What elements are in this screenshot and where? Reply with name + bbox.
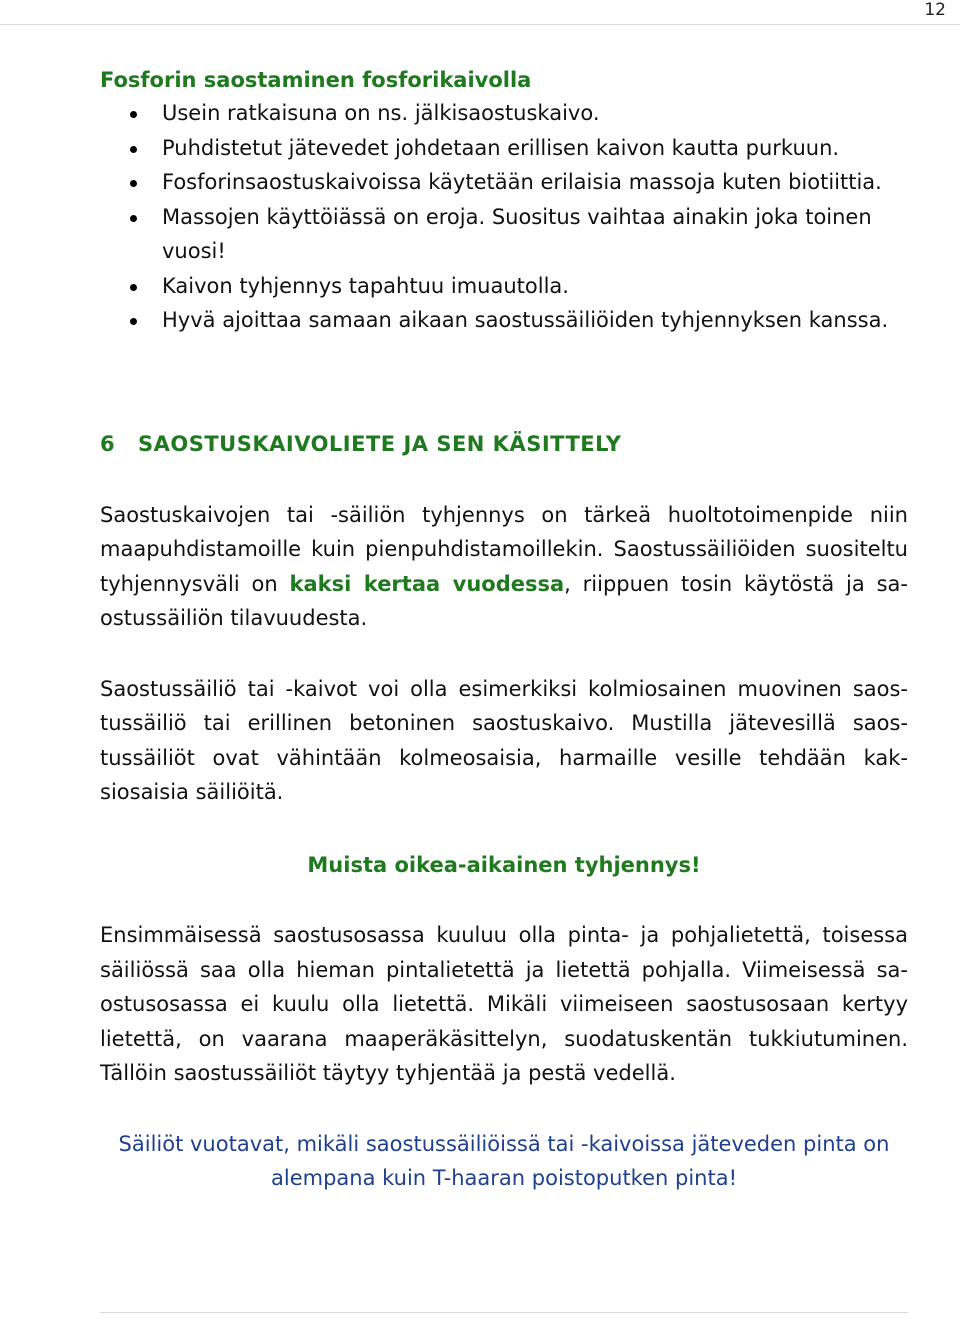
bullet-dot — [130, 111, 137, 118]
emptying-frequency-highlight: kaksi kertaa vuodessa — [289, 571, 565, 596]
paragraph-emptying: Saostuskaivojen tai -säiliön tyhjennys on tärkeä huoltotoimenpide niin maapuhdistamoille kuin pienpuhdistamoillekin. Saostussäiliöiden suositeltu tyhjennysväli on kaksi kertaa vuodessa, riippuen tosin käytöstä ja saostussäiliön tilavuudesta. — [100, 502, 908, 630]
list-item: Massojen käyttöiässä on eroja. Suositus vaihtaa ainakin joka toinen vuosi! — [100, 200, 908, 269]
list-item: Usein ratkaisuna on ns. jälkisaostuskaivo. — [100, 96, 908, 131]
bullet-dot — [130, 146, 137, 153]
chapter-heading — [100, 426, 908, 462]
section-heading: Fosforin saostaminen fosforikaivolla — [100, 68, 532, 92]
callout-reminder: Muista oikea-aikainen tyhjennys! — [307, 852, 701, 877]
warning-note: Säiliöt vuotavat, mikäli saostussäiliöissä tai -kaivoissa jäteveden pinta on alempana kuin T-haaran poistoputken pinta! — [118, 1131, 890, 1190]
page-number: 12 — [924, 0, 946, 20]
list-item: Kaivon tyhjennys tapahtuu imuautolla. — [100, 269, 908, 304]
bullet-dot — [130, 284, 137, 291]
list-item: Hyvä ajoittaa samaan aikaan saostussäiliöiden tyhjennyksen kanssa. — [100, 303, 908, 338]
paragraph-tank-types: Saostussäiliö tai -kaivot voi olla esimerkiksi kolmiosainen muovinen saostussäiliö tai erillinen betoninen saostuskaivo. Mustilla jätevesillä saostussäiliöt ovat vähintään kolmeosaisia, harmaille vesille tehdään kaksiosaisia säiliöitä. — [100, 676, 908, 804]
list-item: Puhdistetut jätevedet johdetaan erillisen kaivon kautta purkuun. — [100, 131, 908, 166]
bullet-list — [100, 96, 908, 338]
chapter-title: SAOSTUSKAIVOLIETE JA SEN KÄSITTELY — [138, 431, 622, 456]
bullet-dot — [130, 215, 137, 222]
paragraph-sludge: Ensimmäisessä saostusosassa kuuluu olla pinta- ja pohjalietettä, toisessa säiliössä saa olla hieman pintalietettä ja lietettä pohjalla. Viimeisessä saostusosassa ei kuulu olla lietettä. Mikäli viimeiseen saostusosaan kertyy lietettä, on vaarana maaperäkäsittelyn, suodatuskentän tukkiutuminen. Tällöin saostussäiliöt täytyy tyhjentää ja pestä vedellä. — [100, 923, 908, 1085]
bullet-dot — [130, 180, 137, 187]
page-content — [100, 64, 908, 1196]
chapter-number: 6 — [100, 431, 116, 456]
bullet-dot — [130, 318, 137, 325]
list-item: Fosforinsaostuskaivoissa käytetään erilaisia massoja kuten biotiittia. — [100, 165, 908, 200]
footer-rule — [100, 1312, 908, 1313]
header-rule — [0, 24, 960, 25]
